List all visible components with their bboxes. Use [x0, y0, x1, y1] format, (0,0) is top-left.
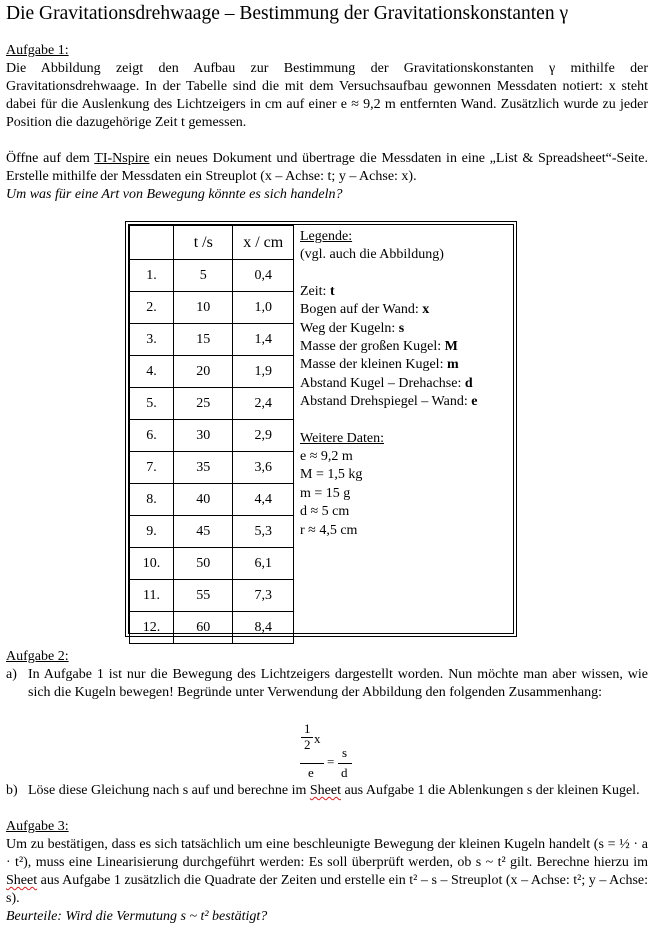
more-data-item: r ≈ 4,5 cm: [300, 522, 358, 538]
task2-heading: Aufgabe 2:: [6, 649, 69, 664]
data-table-box: [128, 224, 514, 634]
legend-item: Masse der großen Kugel: M: [300, 339, 458, 355]
table-row: 2. 10 1,0: [130, 292, 294, 324]
legend-item: Bogen auf der Wand: x: [300, 302, 430, 318]
table-row: 1. 5 0,4: [130, 260, 294, 292]
more-data-item: m = 15 g: [300, 485, 351, 501]
task1-paragraph: Die Abbildung zeigt den Aufbau zur Bestimmung der Gravitationskonstanten γ mithilfe der Gravitationsdrehwaage. In der Tabelle sind die mit dem Versuchsaufbau gewonnen Messdaten notiert: x steht dabei für die Auslenkung des Lichtzeigers in cm auf einer e ≈ 9,2 m entfernten Wand. Zusätzlich wurde zu jeder Position die dazugehörige Zeit t gemessen.: [6, 61, 648, 130]
table-header: [130, 226, 174, 260]
legend-heading: Legende:: [300, 229, 353, 244]
task2-section: [6, 648, 648, 702]
table-row: 7. 35 3,6: [130, 452, 294, 484]
page-title: Die Gravitationsdrehwaage – Bestimmung der Gravitationskonstanten γ: [6, 3, 569, 24]
legend-item: Abstand Drehspiegel – Wand: e: [300, 394, 478, 410]
legend-item: Weg der Kugeln: s: [300, 320, 405, 336]
more-data-item: d ≈ 5 cm: [300, 504, 350, 520]
legend-subtitle: (vgl. auch die Abbildung): [300, 247, 444, 263]
table-row: 6. 30 2,9: [130, 420, 294, 452]
task3-paragraph: Um zu bestätigen, dass es sich tatsächlich um eine beschleunigte Bewegung der kleinen Kugeln handelt (s = ½ · a · t²), muss eine Linearisierung durchgeführt werden: Es soll überprüft werden, ob s ~ t² gilt. Berechne hierzu im Sheet aus Aufgabe 1 zusätzlich die Quadrate der Zeiten und erstelle ein t² – s – Streuplot (x – Achse: t²; y – Achse: s).: [6, 837, 648, 906]
sheet-link[interactable]: Sheet: [6, 873, 38, 888]
legend-item: Abstand Kugel – Drehachse: d: [300, 375, 473, 391]
task3-question: Beurteile: Wird die Vermutung s ~ t² bestätigt?: [6, 909, 268, 924]
table-row: 5. 25 2,4: [130, 388, 294, 420]
task1-heading: Aufgabe 1:: [6, 43, 69, 58]
task1-question: Um was für eine Art von Bewegung könnte es sich handeln?: [6, 187, 343, 202]
task2-section-b: [6, 782, 648, 926]
table-header: x / cm: [233, 226, 294, 260]
sheet-link[interactable]: Sheet: [309, 783, 341, 798]
formula: 1 2 x e = s d: [298, 720, 358, 782]
legend: [300, 228, 510, 540]
worksheet: [6, 0, 648, 204]
table-header-row: [130, 226, 294, 260]
table-row: 12. 60 8,4: [130, 612, 294, 644]
ti-nspire-link[interactable]: TI-Nspire: [94, 151, 150, 166]
table-row: 4. 20 1,9: [130, 356, 294, 388]
task2-item-b: b) Löse diese Gleichung nach s auf und berechne im Sheet aus Aufgabe 1 die Ablenkungen s der kleinen Kugel.: [6, 783, 640, 798]
table-row: 10. 50 6,1: [130, 548, 294, 580]
more-data-item: M = 1,5 kg: [300, 467, 363, 483]
task3-heading: Aufgabe 3:: [6, 819, 69, 834]
table-header: t /s: [174, 226, 233, 260]
table-row: 11. 55 7,3: [130, 580, 294, 612]
task2-item-a: a) In Aufgabe 1 ist nur die Bewegung des Lichtzeigers dargestellt worden. Nun möchte man aber wissen, wie sich die Kugeln bewegen! Begründe unter Verwendung der Abbildung den folgenden Zusammenhang:: [6, 667, 648, 700]
table-row: 3. 15 1,4: [130, 324, 294, 356]
table-row: 9. 45 5,3: [130, 516, 294, 548]
task1-instructions: Öffne auf dem TI-Nspire ein neues Dokument und übertrage die Messdaten in eine „List & Spreadsheet“-Seite. Erstelle mithilfe der Messdaten ein Streuplot (x – Achse: t; y – Achse: x).: [6, 151, 648, 184]
measurement-table: [129, 225, 294, 644]
more-data-heading: Weitere Daten:: [300, 430, 384, 446]
legend-item: Masse der kleinen Kugel: m: [300, 357, 459, 373]
legend-item: Zeit: t: [300, 283, 335, 299]
more-data-item: e ≈ 9,2 m: [300, 449, 353, 465]
table-row: 8. 40 4,4: [130, 484, 294, 516]
